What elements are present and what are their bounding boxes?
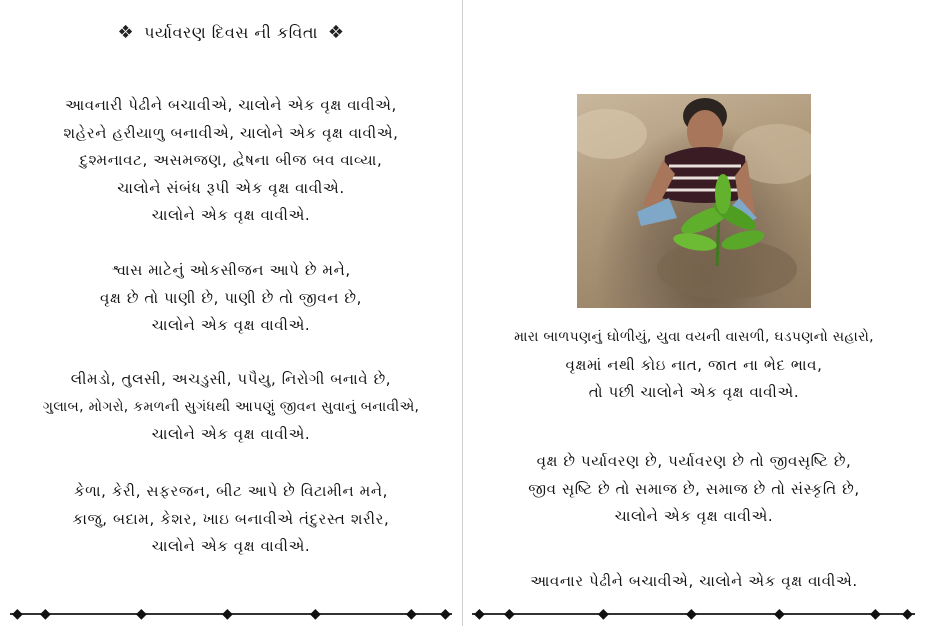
poem-line: વૃક્ષ છે પર્યાવરણ છે, પર્યાવરણ છે તો જીવસૃષ્ટિ છે, [536,452,852,470]
poem-line: આવનાર પેઢીને બચાવીએ, ચાલોને એક વૃક્ષ વાવીએ. [530,572,858,590]
poem-line: તો પછી ચાલોને એક વૃક્ષ વાવીએ. [588,383,800,401]
footer-diamond-icon: ◆ [40,606,51,622]
footer-diamond-icon: ◆ [598,606,609,622]
poem-line: ચાલોને સંબંધ રૂપી એક વૃક્ષ વાવીએ. [117,178,345,197]
footer-diamond-icon: ◆ [870,606,881,622]
poem-line: ચાલોને એક વૃક્ષ વાવીએ. [151,316,311,334]
poem-line: આવનારી પેઢીને બચાવીએ, ચાલોને એક વૃક્ષ વાવીએ, [65,96,397,114]
right-stanza-3 [463,568,925,596]
poem-line: વૃક્ષમાં નથી કોઇ નાત, જાત ના ભેદ ભાવ, [565,355,823,374]
poem-line: કાજુ, બદામ, કેશર, ખાઇ બનાવીએ તંદુરસ્ત શરીર, [72,509,390,528]
title-ornament-left-icon: ❖ [117,22,135,43]
poem-title-row [0,22,462,43]
tree-planting-photo [577,94,811,308]
poem-line: ચાલોને એક વૃક્ષ વાવીએ. [151,537,311,555]
right-stanza-2 [463,448,925,531]
footer-diamond-icon: ◆ [310,606,321,622]
right-stanza-1 [463,324,925,407]
left-stanza-3 [0,366,462,449]
poem-line: લીમડો, તુલસી, અચડુસી, પપૈયુ, નિરોગી બનાવે છે, [70,370,392,388]
poem-line: જીવ સૃષ્ટિ છે તો સમાજ છે, સમાજ છે તો સંસ્કૃતિ છે, [528,479,860,498]
footer-diamond-icon: ◆ [222,606,233,622]
footer-diamond-icon: ◆ [136,606,147,622]
poem-line: કેળા, કેરી, સફરજન, બીટ આપે છે વિટામીન મને, [73,482,389,500]
footer-diamond-icon: ◆ [774,606,785,622]
poem-title: પર્યાવરણ દિવસ ની કવિતા [144,22,318,42]
title-ornament-right-icon: ❖ [327,22,345,43]
left-page [0,0,462,626]
poem-line: શહેરને હરીયાળુ બનાવીએ, ચાલોને એક વૃક્ષ વાવીએ, [63,123,399,142]
poem-line: ગુલાબ, મોગરો, કમળની સુગંધથી આપણું જીવન સુવાનું બનાવીએ, [42,398,420,415]
left-stanza-4 [0,478,462,561]
poem-line: ચાલોને એક વૃક્ષ વાવીએ. [614,507,774,525]
poem-line: ચાલોને એક વૃક્ષ વાવીએ. [151,206,311,224]
right-page [463,0,925,626]
footer-diamond-icon: ◆ [406,606,417,622]
footer-diamond-icon: ◆ [504,606,515,622]
poem-line: શ્વાસ માટેનું ઓકસીજન આપે છે મને, [111,261,351,279]
poem-line: દુશ્મનાવટ, અસમજણ, દ્વેષના બીજ બવ વાવ્યા, [79,151,383,169]
poem-line: ચાલોને એક વૃક્ષ વાવીએ. [151,425,311,443]
poem-line: વૃક્ષ છે તો પાણી છે, પાણી છે તો જીવન છે, [100,288,362,307]
footer-diamond-icon: ◆ [440,606,451,622]
footer-diamond-icon: ◆ [686,606,697,622]
footer-diamond-icon: ◆ [474,606,485,622]
footer-diamond-icon: ◆ [12,606,23,622]
photo-illustration [577,94,811,308]
left-stanza-1 [0,92,462,230]
footer-diamond-icon: ◆ [902,606,913,622]
left-stanza-2 [0,257,462,340]
poem-line: મારા બાળપણનું ઘોળીયું, યુવા વયની વાસળી, ઘડપણનો સહારો, [514,329,874,345]
